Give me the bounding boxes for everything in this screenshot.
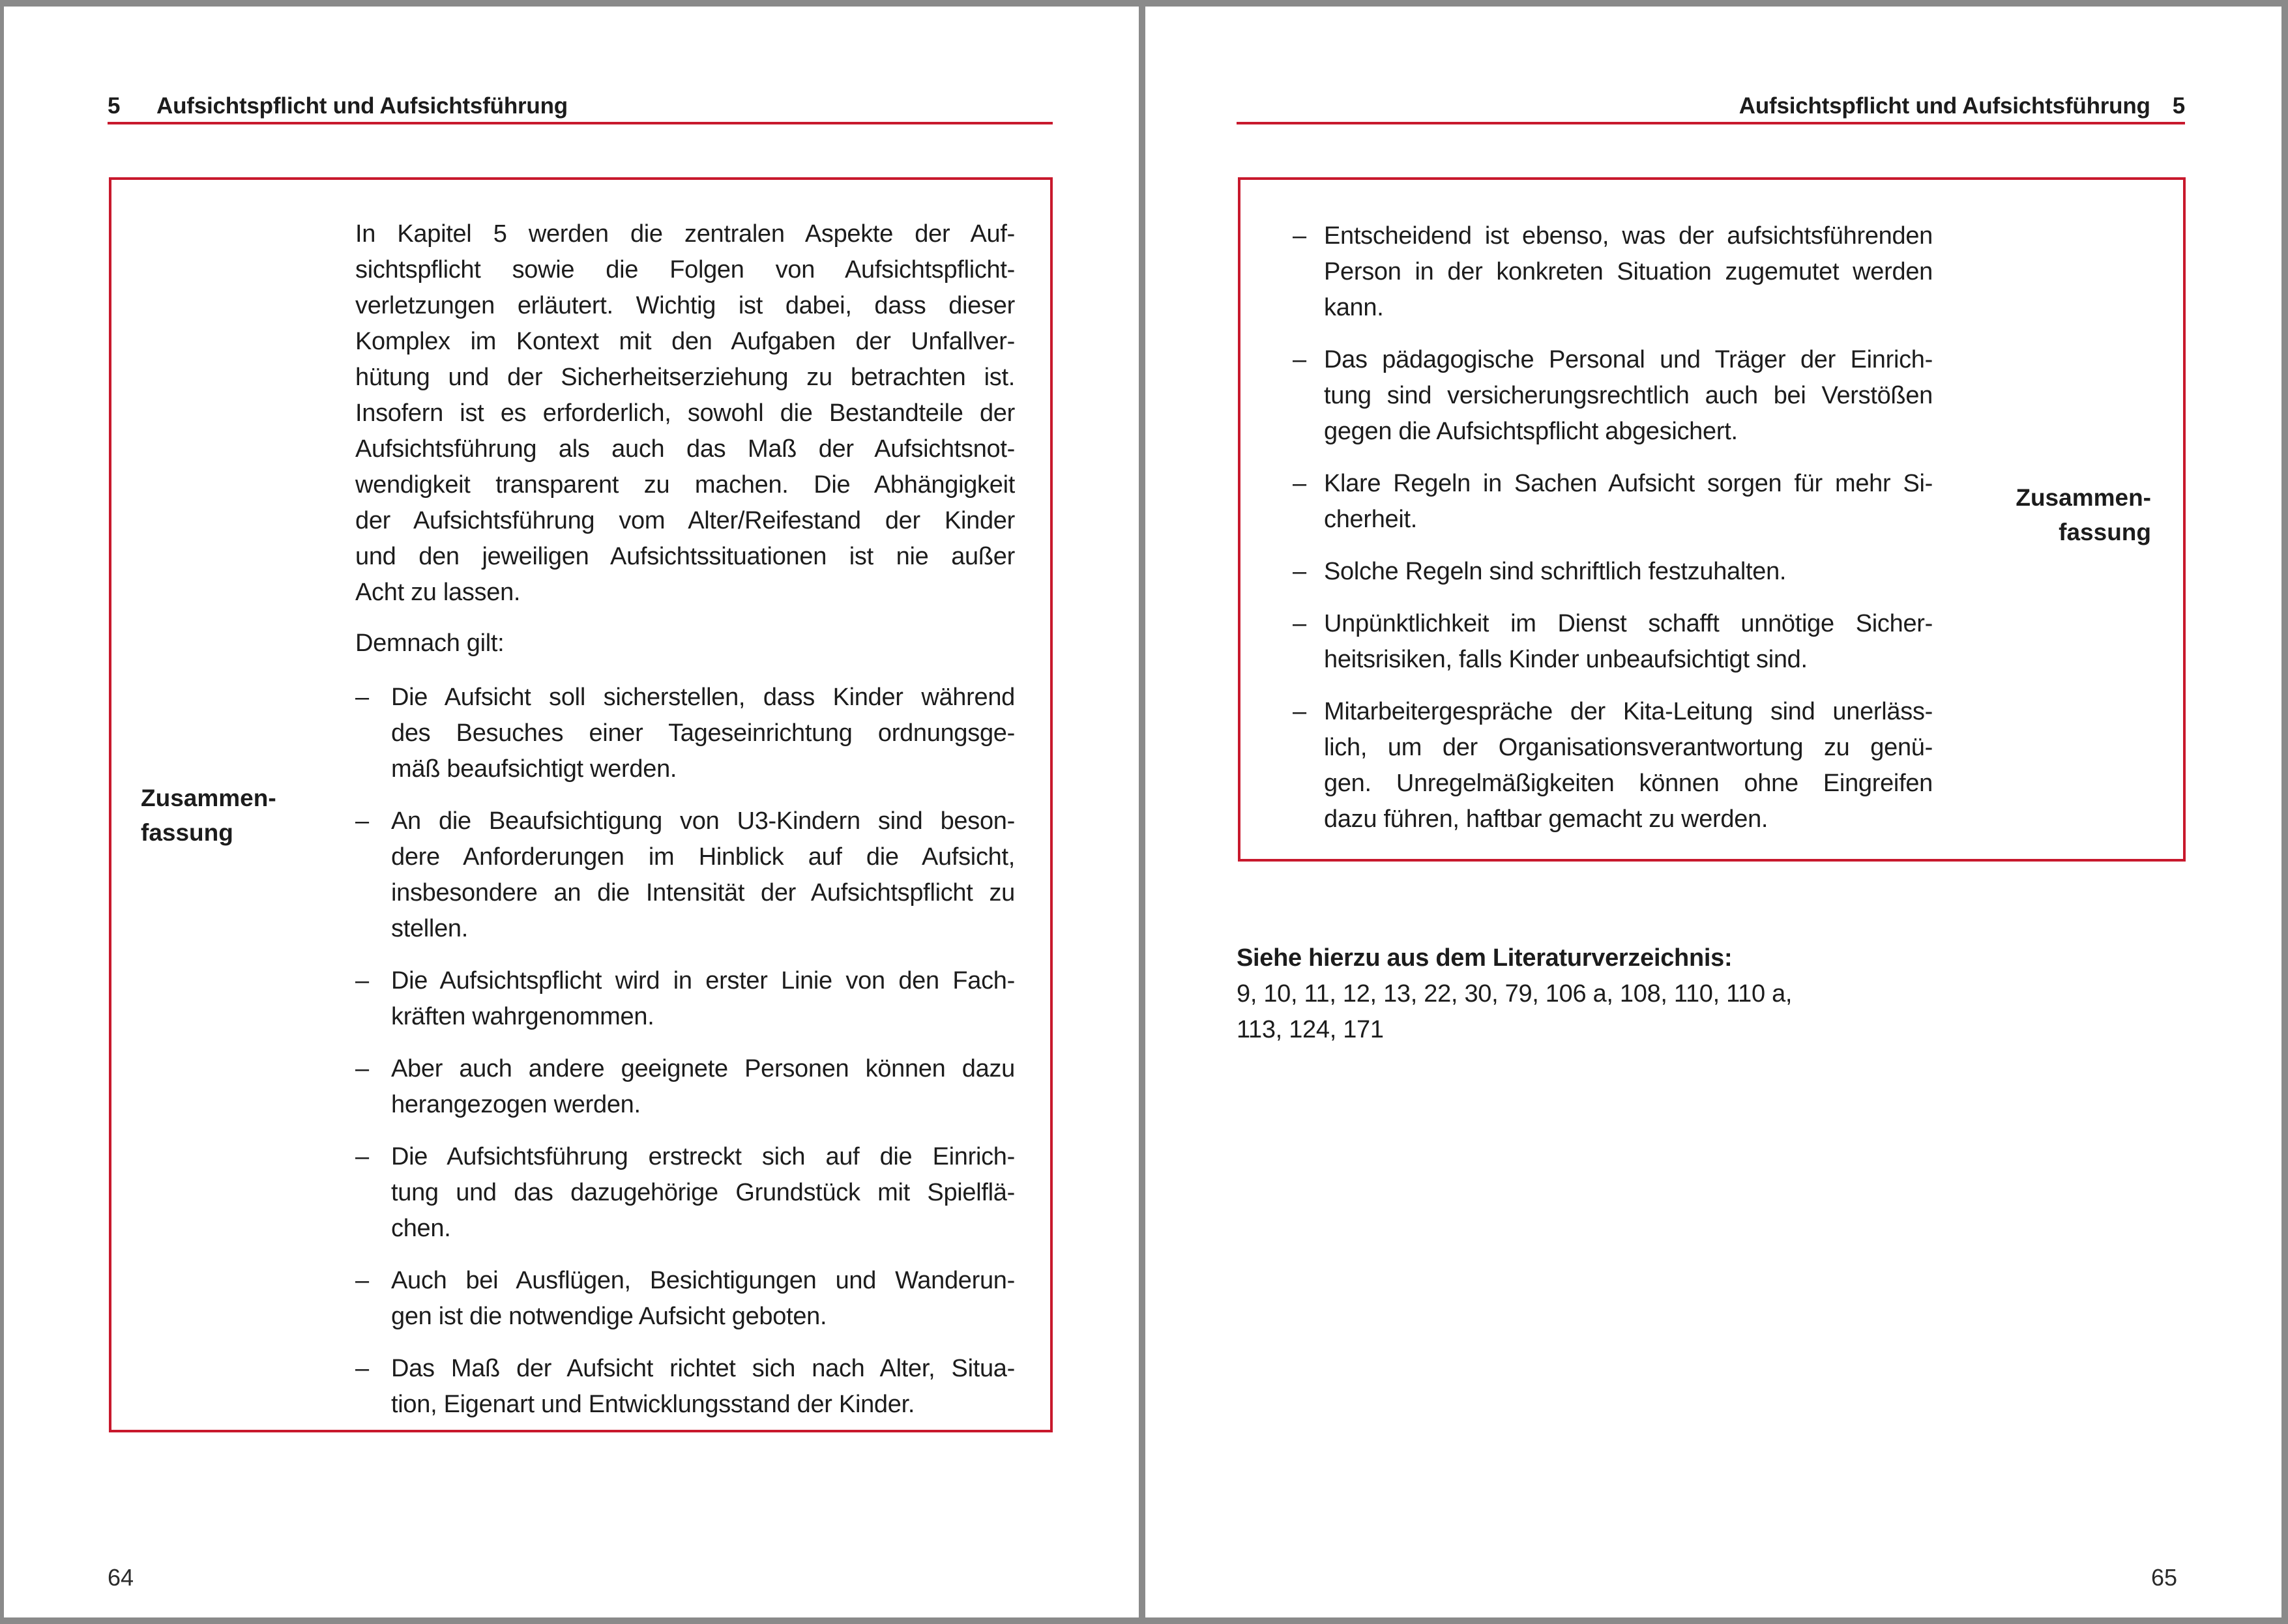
list-item-line: kräften wahrgenommen.: [391, 1003, 654, 1030]
bullet-dash: –: [355, 1055, 369, 1082]
summary-label: [141, 781, 276, 850]
list-item-line: Entscheidend ist ebenso, was der aufsichtsführenden: [1324, 222, 1933, 250]
body-text: [355, 216, 1015, 1439]
bullet-dash: –: [1293, 610, 1306, 637]
page-number: 65: [2150, 1564, 2177, 1591]
summary-label-line: fassung: [2059, 519, 2151, 545]
list-item-line: mäß beaufsichtigt werden.: [391, 755, 677, 783]
list-item: [355, 963, 1015, 1035]
list-item-line: insbesondere an die Intensität der Aufsichtspflicht zu: [391, 879, 1015, 906]
paragraph-line: Insofern ist es erforderlich, sowohl die Bestandteile der: [355, 399, 1015, 427]
literature-refs: 113, 124, 171: [1237, 1016, 1384, 1043]
summary-label-line: Zusammen-: [2016, 484, 2151, 511]
list-item: [1293, 218, 1933, 326]
list-item: [355, 1351, 1015, 1423]
list-item-line: Solche Regeln sind schriftlich festzuhalten.: [1324, 558, 1787, 585]
paragraph-line: Komplex im Kontext mit den Aufgaben der Unfallver-: [355, 328, 1015, 355]
list-item-line: stellen.: [391, 915, 469, 942]
literature-section: [1237, 940, 1792, 1048]
paragraph-line: verletzungen erläutert. Wichtig ist dabei, dass dieser: [355, 292, 1015, 319]
bullet-dash: –: [1293, 222, 1306, 250]
list-item-line: Die Aufsichtsführung erstreckt sich auf die Einrich-: [391, 1143, 1015, 1170]
bullet-dash: –: [355, 1355, 369, 1382]
summary-label: [1913, 480, 2151, 549]
page-right: [1145, 7, 2281, 1617]
list-item-line: chen.: [391, 1215, 451, 1242]
bullet-dash: –: [355, 807, 369, 835]
list-item: [1293, 466, 1933, 538]
paragraph-line: und den jeweiligen Aufsichtssituationen ist nie außer: [355, 543, 1015, 570]
list-item-line: Das Maß der Aufsicht richtet sich nach Alter, Situa-: [391, 1355, 1015, 1382]
page-header-title: Aufsichtspflicht und Aufsichtsführung: [1738, 93, 2150, 119]
paragraph-line: hütung und der Sicherheitserziehung zu betrachten ist.: [355, 364, 1015, 391]
list-item-line: dazu führen, haftbar gemacht zu werden.: [1324, 805, 1768, 833]
bullet-dash: –: [1293, 470, 1306, 497]
list-item: [355, 1051, 1015, 1123]
list-item-line: Person in der konkreten Situation zugemutet werden: [1324, 258, 1933, 285]
list-item-line: herangezogen werden.: [391, 1091, 641, 1118]
header-rule: [1237, 122, 2185, 124]
list-item-line: Aber auch andere geeignete Personen können dazu: [391, 1055, 1015, 1082]
intro-paragraph: [355, 216, 1015, 611]
list-item-line: gegen die Aufsichtspflicht abgesichert.: [1324, 418, 1738, 445]
literature-heading: Siehe hierzu aus dem Literaturverzeichnis:: [1237, 944, 1733, 972]
list-item-line: Unpünktlichkeit im Dienst schafft unnötige Sicher-: [1324, 610, 1933, 637]
list-item-line: tung sind versicherungsrechtlich auch bei Verstößen: [1324, 382, 1933, 409]
list-item: [355, 1139, 1015, 1247]
body-text: [1293, 218, 1933, 854]
summary-label-line: Zusammen-: [141, 785, 276, 811]
list-item-line: lich, um der Organisationsverantwortung zu genü-: [1324, 734, 1933, 761]
list-item-line: des Besuches einer Tageseinrichtung ordnungsge-: [391, 719, 1015, 747]
list-item-line: dere Anforderungen im Hinblick auf die Aufsicht,: [391, 843, 1015, 871]
bullet-dash: –: [355, 684, 369, 711]
bullet-dash: –: [355, 1143, 369, 1170]
paragraph-line: Acht zu lassen.: [355, 579, 521, 606]
header-rule: [108, 122, 1053, 124]
summary-label-line: fassung: [141, 819, 233, 846]
paragraph-line: wendigkeit transparent zu machen. Die Abhängigkeit: [355, 471, 1015, 499]
list-item-line: Die Aufsichtspflicht wird in erster Linie von den Fach-: [391, 967, 1015, 994]
list-item-line: kann.: [1324, 294, 1384, 321]
chapter-number: 5: [108, 93, 121, 119]
chapter-number: 5: [2172, 93, 2185, 119]
list-item: [355, 804, 1015, 947]
list-item-line: Auch bei Ausflügen, Besichtigungen und Wanderun-: [391, 1267, 1015, 1294]
list-item-line: heitsrisiken, falls Kinder unbeaufsichtigt sind.: [1324, 646, 1808, 673]
page-left: [4, 7, 1139, 1617]
page-header-title: Aufsichtspflicht und Aufsichtsführung: [156, 93, 568, 119]
paragraph-line: Demnach gilt:: [355, 630, 505, 657]
literature-refs: 9, 10, 11, 12, 13, 22, 30, 79, 106 a, 108, 110, 110 a,: [1237, 980, 1793, 1008]
list-item: [355, 1263, 1015, 1335]
list-item-line: tung und das dazugehörige Grundstück mit Spielflä-: [391, 1179, 1015, 1206]
paragraph-line: In Kapitel 5 werden die zentralen Aspekte der Auf-: [355, 220, 1015, 248]
bullet-dash: –: [1293, 698, 1306, 725]
list-item-line: cherheit.: [1324, 506, 1418, 533]
list-item-line: Die Aufsicht soll sicherstellen, dass Kinder während: [391, 684, 1015, 711]
list-item: [1293, 694, 1933, 837]
list-item-line: Das pädagogische Personal und Träger der Einrich-: [1324, 346, 1933, 373]
paragraph-line: Aufsichtsführung als auch das Maß der Aufsichtsnot-: [355, 435, 1015, 463]
list-item: [1293, 342, 1933, 450]
list-item-line: tion, Eigenart und Entwicklungsstand der Kinder.: [391, 1391, 915, 1418]
paragraph-line: der Aufsichtsführung vom Alter/Reifestand der Kinder: [355, 507, 1015, 534]
bullet-dash: –: [1293, 558, 1306, 585]
list-item-line: gen ist die notwendige Aufsicht geboten.: [391, 1303, 827, 1330]
list-item-line: An die Beaufsichtigung von U3-Kindern sind beson-: [391, 807, 1015, 835]
list-item: [1293, 554, 1933, 590]
list-item-line: Klare Regeln in Sachen Aufsicht sorgen für mehr Si-: [1324, 470, 1933, 497]
page-header: [1739, 93, 2185, 119]
list-item: [1293, 606, 1933, 678]
bullet-dash: –: [355, 967, 369, 994]
paragraph-line: sichtspflicht sowie die Folgen von Aufsichtspflicht-: [355, 256, 1015, 283]
bullet-dash: –: [1293, 346, 1306, 373]
list-item-line: Mitarbeitergespräche der Kita-Leitung sind unerläss-: [1324, 698, 1933, 725]
list-item: [355, 680, 1015, 787]
bullet-dash: –: [355, 1267, 369, 1294]
page-number: 64: [108, 1564, 134, 1591]
list-item-line: gen. Unregelmäßigkeiten können ohne Eingreifen: [1324, 770, 1933, 797]
